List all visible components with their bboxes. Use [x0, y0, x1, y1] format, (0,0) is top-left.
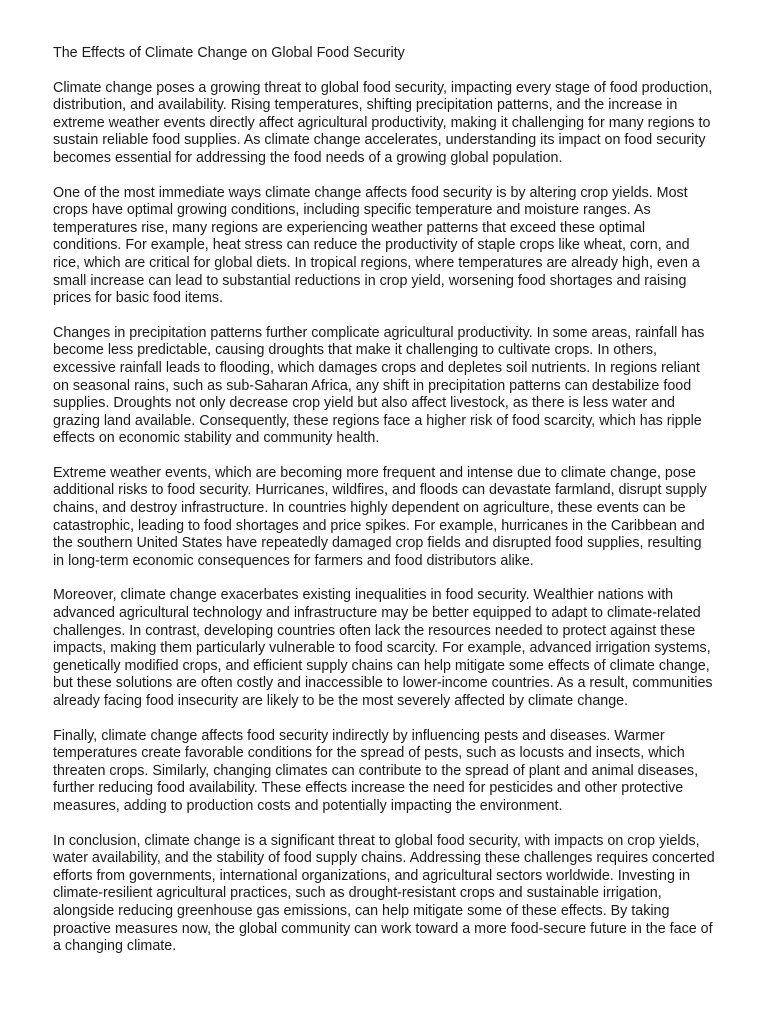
document-page: [53, 45, 715, 973]
paragraph-conclusion: In conclusion, climate change is a significant threat to global food security, with impacts on crop yields, water availability, and the stability of food supply chains. Addressing these challenges requires concerted efforts from governments, international organizations, and agricultural sectors worldwide. Investing in climate-resilient agricultural practices, such as drought-resistant crops and sustainable irrigation, alongside reducing greenhouse gas emissions, can help mitigate some of these effects. By taking proactive measures now, the global community can work toward a more food-secure future in the face of a changing climate.: [53, 832, 715, 955]
document-title: The Effects of Climate Change on Global Food Security: [53, 45, 405, 61]
paragraph-crop-yields: One of the most immediate ways climate change affects food security is by altering crop yields. Most crops have optimal growing conditions, including specific temperature and moisture ranges. As temperatures rise, many regions are experiencing weather patterns that exceed these optimal conditions. For example, heat stress can reduce the productivity of staple crops like wheat, corn, and rice, which are critical for global diets. In tropical regions, where temperatures are already high, even a small increase can lead to substantial reductions in crop yield, worsening food shortages and raising prices for basic food items.: [53, 184, 700, 307]
paragraph-inequalities: Moreover, climate change exacerbates existing inequalities in food security. Wealthier nations with advanced agricultural technology and infrastructure may be better equipped to adapt to climate-related challenges. In contrast, developing countries often lack the resources needed to protect against these impacts, making them particularly vulnerable to food scarcity. For example, advanced irrigation systems, genetically modified crops, and efficient supply chains can help mitigate some effects of climate change, but these solutions are often costly and inaccessible to lower-income countries. As a result, communities already facing food insecurity are likely to be the most severely affected by climate change.: [53, 587, 713, 709]
paragraph-extreme-weather: Extreme weather events, which are becoming more frequent and intense due to climate change, pose additional risks to food security. Hurricanes, wildfires, and floods can devastate farmland, disrupt supply chains, and destroy infrastructure. In countries highly dependent on agriculture, these events can be catastrophic, leading to food shortages and price spikes. For example, hurricanes in the Caribbean and the southern United States have repeatedly damaged crop fields and disrupted food supplies, resulting in long-term economic consequences for farmers and food distributors alike.: [53, 464, 707, 569]
paragraph-pests-diseases: Finally, climate change affects food security indirectly by influencing pests and diseases. Warmer temperatures create favorable conditions for the spread of pests, such as locusts and insects, which threaten crops. Similarly, changing climates can contribute to the spread of plant and animal diseases, further reducing food availability. These effects increase the need for pesticides and other protective measures, adding to production costs and potentially impacting the environment.: [53, 727, 699, 814]
paragraph-precipitation: Changes in precipitation patterns further complicate agricultural productivity. In some areas, rainfall has become less predictable, causing droughts that make it challenging to cultivate crops. In others, excessive rainfall leads to flooding, which damages crops and depletes soil nutrients. In regions reliant on seasonal rains, such as sub-Saharan Africa, any shift in precipitation patterns can destabilize food supplies. Droughts not only decrease crop yield but also affect livestock, as there is less water and grazing land available. Consequently, these regions face a higher risk of food scarcity, which has ripple effects on economic stability and community health.: [53, 324, 705, 447]
paragraph-introduction: Climate change poses a growing threat to global food security, impacting every stage of food production, distribution, and availability. Rising temperatures, shifting precipitation patterns, and the increase in extreme weather events directly affect agricultural productivity, making it challenging for many regions to sustain reliable food supplies. As climate change accelerates, understanding its impact on food security becomes essential for addressing the food needs of a growing global population.: [53, 79, 713, 166]
